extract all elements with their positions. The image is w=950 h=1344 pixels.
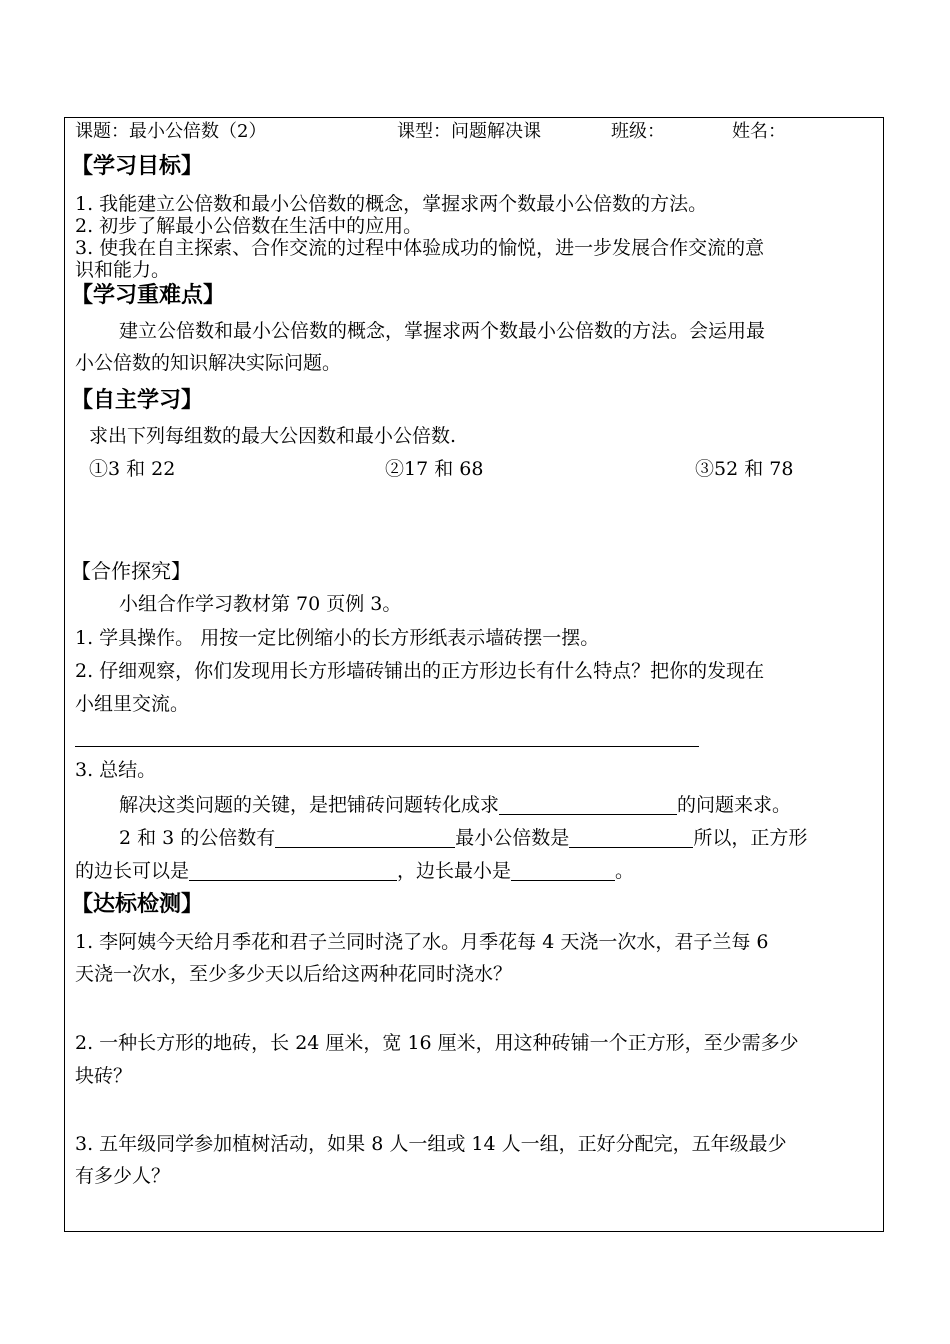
goal-item-1: 1. 我能建立公倍数和最小公倍数的概念，掌握求两个数最小公倍数的方法。 [75,193,708,215]
keypoints-line-2: 小公倍数的知识解决实际问题。 [75,352,342,374]
explore-step-3: 3. 总结。 [75,759,157,781]
goal-item-3-line-2: 识和能力。 [75,259,171,281]
answer-line[interactable] [75,746,699,747]
worksheet-table [64,117,884,1232]
test-question-1-line-2: 天浇一次水，至少多少天以后给这两种花同时浇水？ [75,963,513,985]
side-length-blank[interactable] [189,860,397,881]
explore-step-1: 1. 学具操作。 用按一定比例缩小的长方形纸表示墙砖摆一摆。 [75,627,600,649]
common-multiples-blank[interactable] [275,827,455,848]
self-study-question-1: ①3 和 22 [89,458,176,480]
section-title-goals: 【学习目标】 [71,153,204,179]
test-question-2-line-1: 2. 一种长方形的地砖，长 24 厘米，宽 16 厘米，用这种砖铺一个正方形，至少需多少 [75,1032,799,1054]
section-title-test: 【达标检测】 [71,891,204,917]
goal-item-3-line-1: 3. 使我在自主探索、合作交流的过程中体验成功的愉悦，进一步发展合作交流的意 [75,237,765,259]
test-question-3-line-1: 3. 五年级同学参加植树活动，如果 8 人一组或 14 人一组，正好分配完，五年级最少 [75,1133,787,1155]
explore-step-2-line-2: 小组里交流。 [75,693,190,715]
summary-1-text-before: 解决这类问题的关键，是把铺砖问题转化成求 [119,794,500,816]
summary-2-text-before: 2 和 3 的公倍数有 [119,827,276,849]
self-study-prompt: 求出下列每组数的最大公因数和最小公倍数. [89,425,457,447]
summary-line-3 [75,859,634,883]
summary-2-text-middle: 最小公倍数是 [455,827,570,849]
test-question-1-line-1: 1. 李阿姨今天给月季花和君子兰同时浇了水。月季花每 4 天浇一次水，君子兰每 6 [75,931,769,953]
header-lesson-type: 课型：问题解决课 [397,121,541,142]
header-name-label: 姓名： [732,121,786,142]
section-title-self-study: 【自主学习】 [71,387,204,413]
explore-step-2-line-1: 2. 仔细观察，你们发现用长方形墙砖铺出的正方形边长有什么特点？把你的发现在 [75,660,765,682]
summary-1-blank[interactable] [499,794,677,815]
summary-3-text-after: 。 [615,860,635,882]
summary-1-text-after: 的问题来求。 [677,794,792,816]
keypoints-line-1: 建立公倍数和最小公倍数的概念，掌握求两个数最小公倍数的方法。会运用最 [119,320,766,342]
test-question-2-line-2: 块砖？ [75,1065,133,1087]
min-side-length-blank[interactable] [511,860,615,881]
section-title-keypoints: 【学习重难点】 [71,282,226,308]
test-question-3-line-2: 有多少人？ [75,1165,171,1187]
goal-item-2: 2. 初步了解最小公倍数在生活中的应用。 [75,215,423,237]
summary-3-text-before: 的边长可以是 [75,860,190,882]
summary-3-text-middle: ，边长最小是 [397,860,512,882]
summary-line-2 [119,826,807,850]
header-topic: 课题：最小公倍数（2） [75,121,267,142]
section-title-explore: 【合作探究】 [71,559,191,583]
explore-intro: 小组合作学习教材第 70 页例 3。 [119,593,402,615]
header-class-label: 班级： [611,121,665,142]
self-study-question-2: ②17 和 68 [385,458,484,480]
summary-line-1 [119,793,791,817]
summary-2-text-after: 所以，正方形 [693,827,808,849]
lcm-blank[interactable] [569,827,693,848]
self-study-question-3: ③52 和 78 [695,458,794,480]
